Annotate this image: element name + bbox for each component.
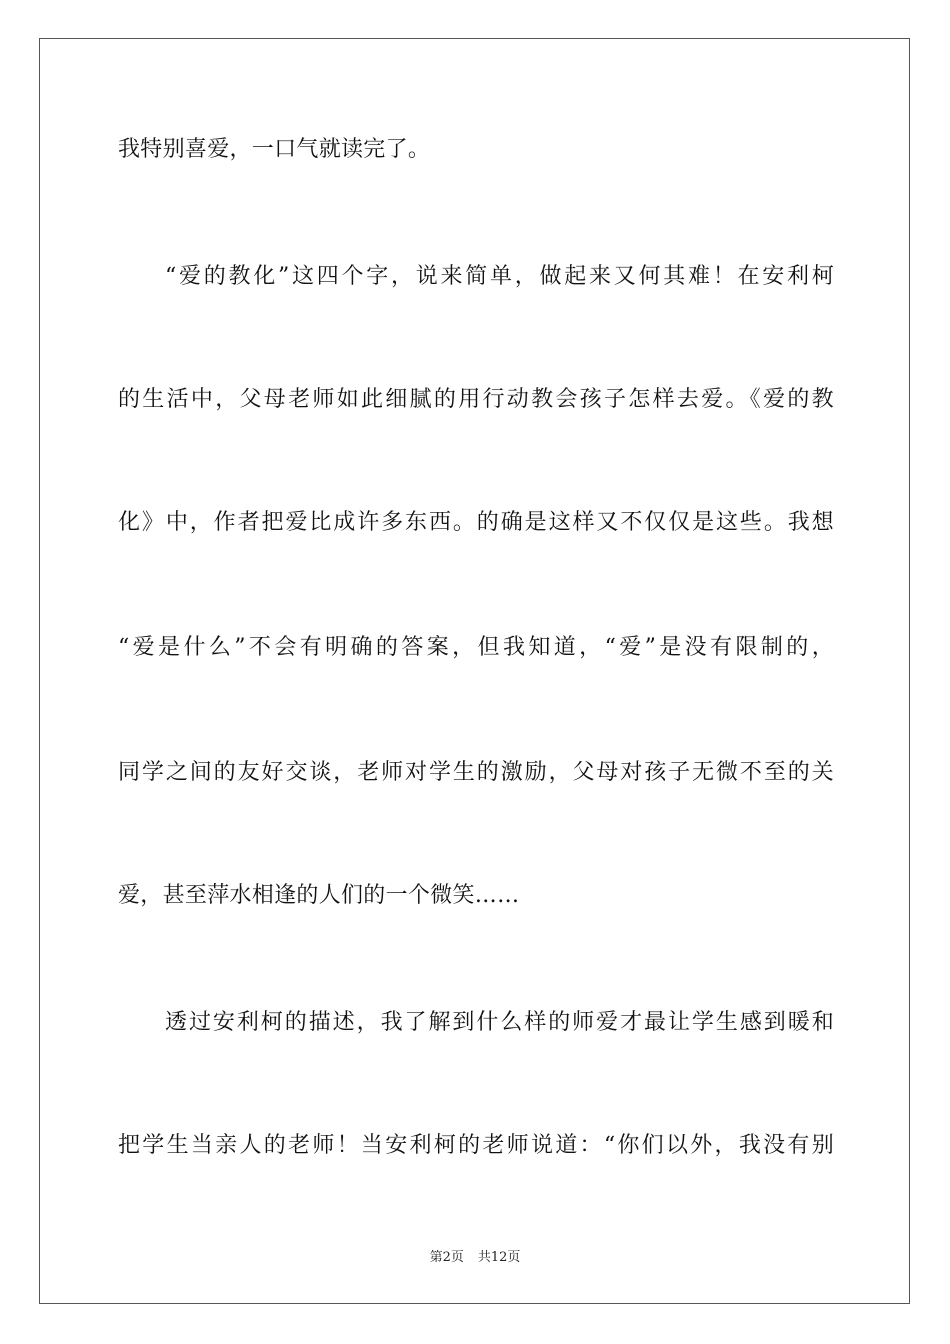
text-line-1: 我特别喜爱，一口气就读完了。 (118, 137, 431, 162)
text-line-8: 透过安利柯的描述，我了解到什么样的师爱才最让学生感到暖和 (165, 1010, 834, 1035)
text-line-5: “爱是什么”不会有明确的答案，但我知道，“爱”是没有限制的， (118, 635, 834, 660)
page-total: 共12页 (477, 1250, 521, 1265)
page-number: 第2页 (429, 1250, 464, 1265)
page-frame (39, 38, 910, 1304)
text-line-4: 化》中，作者把爱比成许多东西。的确是这样又不仅仅是这些。我想 (118, 510, 834, 535)
page-footer (0, 1246, 950, 1265)
text-line-9: 把学生当亲人的老师！当安利柯的老师说道：“你们以外，我没有别 (118, 1133, 834, 1158)
text-line-6: 同学之间的友好交谈，老师对学生的激励，父母对孩子无微不至的关 (118, 760, 834, 785)
text-line-2: “爱的教化”这四个字，说来简单，做起来又何其难！在安利柯 (165, 264, 834, 289)
text-line-7: 爱，甚至萍水相逢的人们的一个微笑…… (118, 883, 520, 908)
text-line-3: 的生活中，父母老师如此细腻的用行动教会孩子怎样去爱。《爱的教 (118, 387, 834, 412)
